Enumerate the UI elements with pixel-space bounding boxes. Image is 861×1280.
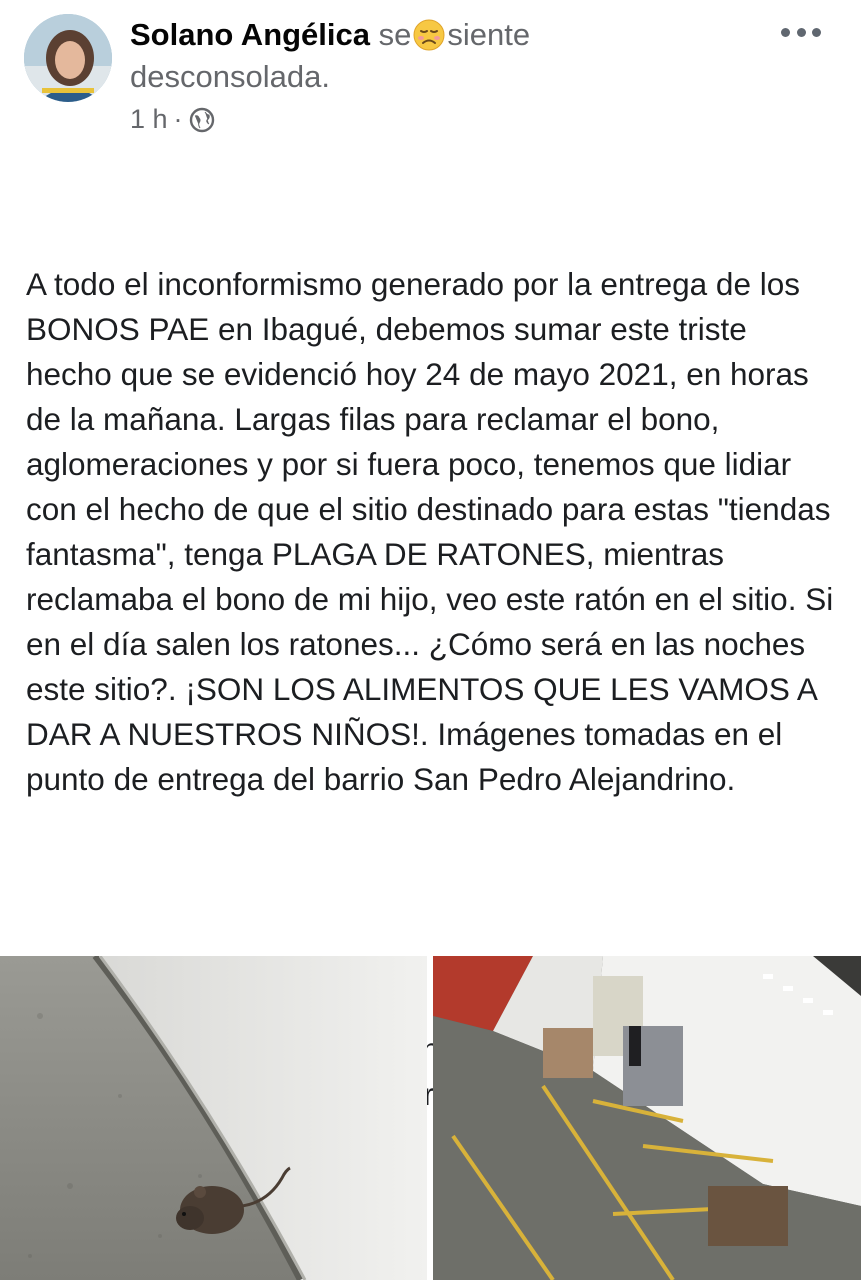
globe-icon[interactable]	[189, 107, 215, 133]
photo-grid	[0, 956, 861, 1280]
author-name[interactable]: Solano Angélica	[130, 17, 371, 52]
author-line	[130, 14, 770, 98]
activity-suffix: siente	[447, 17, 531, 52]
avatar-photo	[24, 14, 112, 102]
sad-face-emoji-icon	[413, 19, 445, 51]
more-options-button[interactable]	[781, 22, 821, 42]
avatar[interactable]	[24, 14, 112, 102]
activity-prefix: se	[378, 17, 412, 52]
timestamp[interactable]: 1 h	[130, 104, 168, 134]
paragraph-gap	[26, 892, 841, 937]
post-paragraph: A todo el inconformismo generado por la entrega de los BONOS PAE en Ibagué, debemos sumar este triste hecho que se evidenció hoy 24 de mayo 2021, en horas de la mañana. Largas filas para reclamar el bono, aglomeraciones y por si fuera poco, tenemos que lidiar con el hecho de que el sitio destinado para estas "tiendas fantasma", tenga PLAGA DE RATONES, mientras reclamaba el bono de mi hijo, veo este ratón en el sitio. Si en el día salen los ratones... ¿Cómo será en las noches este sitio?. ¡SON LOS ALIMENTOS QUE LES VAMOS A DAR A NUESTROS NIÑOS!. Imágenes tomadas en el punto de entrega del barrio San Pedro Alejandrino.	[26, 266, 842, 797]
more-dot-icon	[781, 28, 790, 37]
feeling-text: desconsolada.	[130, 59, 330, 94]
post-meta	[130, 104, 215, 135]
more-dot-icon	[797, 28, 806, 37]
rat-on-floor-photo[interactable]	[0, 956, 427, 1280]
meta-separator: ·	[173, 104, 183, 134]
post-header	[0, 0, 861, 150]
more-dot-icon	[812, 28, 821, 37]
warehouse-interior-photo[interactable]	[433, 956, 861, 1280]
